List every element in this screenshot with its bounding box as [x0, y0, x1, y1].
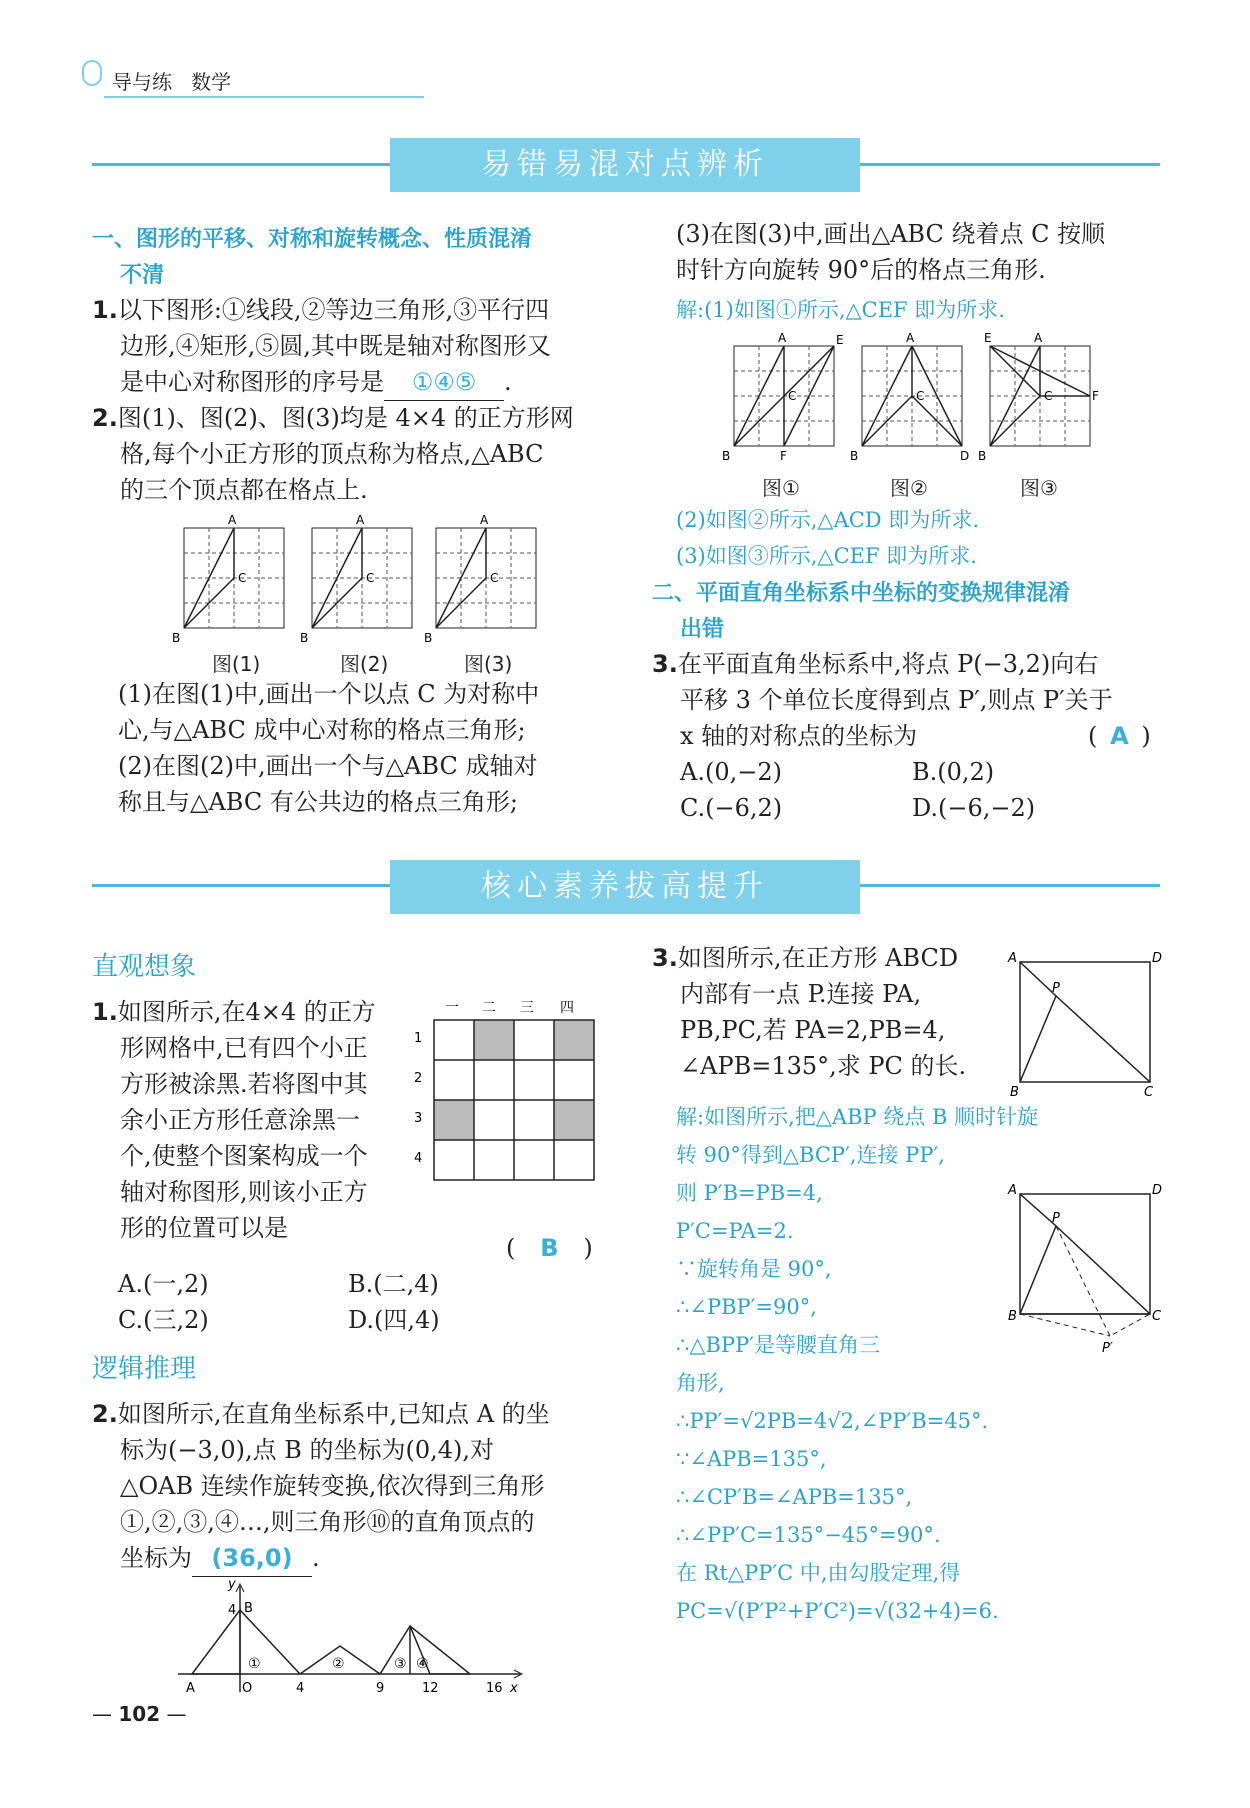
header-logo-icon: [82, 60, 102, 86]
solution-grid-3: [978, 331, 1099, 463]
solution-caption-3: 图③: [1020, 476, 1058, 500]
q2-parts: (1)在图(1)中,画出一个以点 C 为对称中 心,与△ABC 成中心对称的格点三角形; (2)在图(2)中,画出一个与△ABC 成轴对 称且与△ABC 有公共边的格点三角形;: [118, 680, 540, 816]
svg-text:三: 三: [520, 1000, 534, 1016]
svg-text:12: 12: [422, 1681, 439, 1696]
svg-text:①: ①: [248, 1656, 261, 1672]
svg-text:A: A: [186, 1681, 195, 1696]
svg-text:④: ④: [416, 1656, 429, 1672]
svg-text:O: O: [242, 1681, 253, 1696]
svg-text:D: D: [1152, 1183, 1163, 1198]
svg-text:C: C: [916, 389, 925, 403]
svg-text:B: B: [722, 449, 731, 463]
svg-text:B: B: [850, 449, 859, 463]
svg-text:C: C: [1044, 389, 1053, 403]
q3-answer: A: [1110, 722, 1129, 750]
svg-text:2: 2: [414, 1071, 423, 1086]
svg-text:1: 1: [414, 1031, 423, 1046]
svg-text:C: C: [1144, 1085, 1154, 1100]
q2-text: 2.图(1)、图(2)、图(3)均是 4×4 的正方形网 格,每个小正方形的顶点称为格点,△ABC 的三个顶点都在格点上.: [92, 404, 574, 504]
solution-1: 解:(1)如图①所示,△CEF 即为所求.: [676, 298, 1005, 322]
core-q1-grid: [410, 996, 610, 1186]
core-q2-graph: [170, 1580, 540, 1700]
svg-text:4: 4: [414, 1151, 423, 1166]
svg-text:A: A: [356, 513, 365, 527]
svg-text:B: B: [244, 1601, 253, 1616]
core-q2-answer: (36,0): [192, 1540, 312, 1577]
svg-text:D: D: [960, 449, 970, 463]
solution-grid-1: [722, 331, 844, 463]
q1-answer: ①④⑤: [384, 364, 504, 401]
core-q1-options: A.(一,2) B.(二,4) C.(三,2) D.(四,4): [118, 1270, 440, 1334]
q3-text: 3.在平面直角坐标系中,将点 P(−3,2)向右 平移 3 个单位长度得到点 P′,则点 P′关于 x 轴的对称点的坐标为 ( A ) A.(0,−2) B.(0,2) C.(−6,2) D.(−6,−2): [652, 650, 1151, 822]
svg-text:C: C: [366, 571, 375, 585]
svg-text:②: ②: [332, 1656, 345, 1672]
core-q3-solution-figure: [1006, 1180, 1176, 1360]
solution-caption-2: 图②: [890, 476, 928, 500]
svg-text:16: 16: [486, 1681, 503, 1696]
q1-text: 1.以下图形:①线段,②等边三角形,③平行四 边形,④矩形,⑤圆,其中既是轴对称图形又 是中心对称图形的序号是 ①④⑤ .: [92, 292, 612, 401]
svg-text:E: E: [984, 331, 992, 345]
category-logic: 逻辑推理: [92, 1354, 197, 1384]
svg-text:一: 一: [445, 1000, 459, 1016]
svg-text:B: B: [978, 449, 987, 463]
svg-text:A: A: [480, 513, 489, 527]
svg-text:四: 四: [560, 1000, 574, 1016]
solution-3: (3)如图③所示,△CEF 即为所求.: [676, 544, 977, 568]
core-q3-solution: 解:如图所示,把△ABP 绕点 B 顺时针旋 转 90°得到△BCP′,连接 PP′, 则 P′B=PB=4, P′C=PA=2. ∵旋转角是 90°, ∴∠PBP′=90°, ∴△BPP′是等腰直角三 角形, ∴PP′=√2PB=4√2,∠PP′B=45°. ∵∠APB=135°, ∴∠CP′B=∠APB=135°, ∴∠PP′C=135°−45°=90°. 在 Rt△PP′C 中,由勾股定理,得 PC=√(P′P²+P′C²)=√(32+4)=6.: [676, 1105, 1039, 1623]
core-q1-answer-bracket: ( B ): [506, 1230, 593, 1266]
solution-grid-2: [850, 331, 969, 463]
svg-text:③: ③: [394, 1656, 407, 1672]
grid-figure-2: [300, 513, 412, 645]
solution-2: (2)如图②所示,△ACD 即为所求.: [676, 508, 979, 532]
q2-caption-1: 图(1): [212, 652, 261, 676]
svg-text:B: B: [424, 631, 433, 645]
svg-text:9: 9: [376, 1681, 385, 1696]
svg-text:F: F: [780, 449, 787, 463]
svg-text:C: C: [238, 571, 247, 585]
svg-text:D: D: [1152, 951, 1163, 966]
svg-text:B: B: [1010, 1085, 1019, 1100]
svg-text:C: C: [1152, 1309, 1162, 1324]
svg-text:y: y: [228, 1580, 236, 1592]
core-q1-text: 1.如图所示,在4×4 的正方 形网格中,已有四个小正 方形被涂黑.若将图中其 余小正方形任意涂黑一 个,使整个图案构成一个 轴对称图形,则该小正方 形的位置可以是: [92, 998, 376, 1242]
svg-text:F: F: [1092, 389, 1099, 403]
core-q2-text: 2.如图所示,在直角坐标系中,已知点 A 的坐 标为(−3,0),点 B 的坐标为(0,4),对 △OAB 连续作旋转变换,依次得到三角形 ①,②,③,④…,则三角形⑩的直角顶点的 坐标为 (36,0) .: [92, 1396, 622, 1577]
svg-text:二: 二: [482, 1000, 496, 1016]
q2-figures: [170, 510, 550, 670]
section1-title: 一、图形的平移、对称和旋转概念、性质混淆 不清: [92, 227, 533, 288]
grid-figure-1: [172, 513, 284, 645]
header-book: 导与练 数学: [112, 70, 232, 94]
svg-text:A: A: [228, 513, 237, 527]
svg-text:P′: P′: [1102, 1341, 1113, 1356]
core-q1-answer: B: [540, 1234, 559, 1262]
svg-text:B: B: [300, 631, 309, 645]
svg-text:C: C: [490, 571, 499, 585]
svg-text:A: A: [778, 331, 787, 345]
svg-text:x: x: [510, 1681, 518, 1696]
core-q3-square: [1006, 950, 1166, 1100]
solution-caption-1: 图①: [762, 476, 800, 500]
category-intuitive: 直观想象: [92, 952, 197, 982]
core-q3-text: 3.如图所示,在正方形 ABCD 内部有一点 P.连接 PA, PB,PC,若 PA=2,PB=4, ∠APB=135°,求 PC 的长.: [652, 944, 967, 1080]
svg-text:A: A: [906, 331, 915, 345]
q2-caption-2: 图(2): [340, 652, 389, 676]
svg-text:B: B: [172, 631, 181, 645]
svg-text:3: 3: [414, 1111, 423, 1126]
svg-text:A: A: [1008, 951, 1017, 966]
q2-part3: (3)在图(3)中,画出△ABC 绕着点 C 按顺 时针方向旋转 90°后的格点三角形.: [676, 220, 1106, 284]
grid-figure-3: [424, 513, 536, 645]
svg-text:4: 4: [228, 1603, 237, 1618]
svg-text:E: E: [836, 333, 844, 347]
svg-text:B: B: [1008, 1309, 1017, 1324]
svg-text:A: A: [1034, 331, 1043, 345]
section2-title: 二、平面直角坐标系中坐标的变换规律混淆 出错: [652, 581, 1071, 642]
svg-text:A: A: [1008, 1183, 1017, 1198]
svg-text:P: P: [1052, 1211, 1060, 1226]
solution-figures: [720, 330, 1120, 470]
header-underline: [104, 96, 424, 98]
svg-text:4: 4: [296, 1681, 305, 1696]
svg-text:P: P: [1052, 981, 1060, 996]
q2-caption-3: 图(3): [464, 652, 513, 676]
svg-text:C: C: [788, 389, 797, 403]
page-number: — 102 —: [92, 1702, 187, 1726]
banner2: 核心素养拔高提升: [390, 860, 860, 914]
banner1: 易错易混对点辨析: [390, 138, 860, 192]
